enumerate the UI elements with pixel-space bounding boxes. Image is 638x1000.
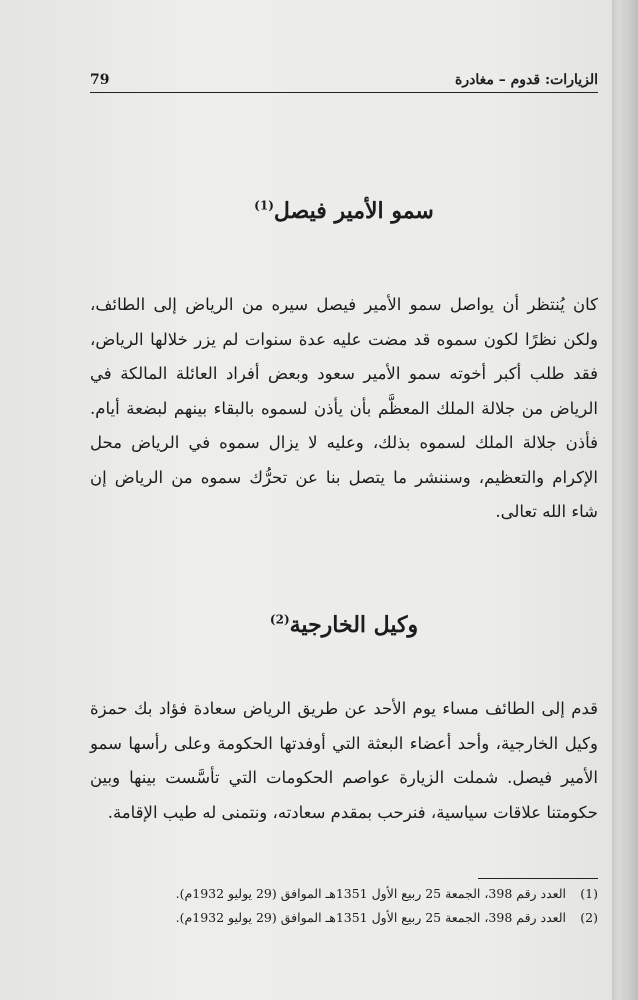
running-title: الزيارات: قدوم – مغادرة — [455, 72, 598, 88]
footnote-ref: (1) — [254, 198, 274, 213]
footnote-number: (1) — [580, 886, 598, 901]
footnote-divider — [478, 878, 598, 879]
footnote-text: العدد رقم 398، الجمعة 25 ربيع الأول 1351هـ الموافق (29 يوليو 1932م). — [175, 910, 566, 925]
footnote-ref: (2) — [269, 612, 290, 627]
paragraph-prince-faisal: كان يُنتظر أن يواصل سمو الأمير فيصل سيره من الرياض إلى الطائف، ولكن نظرًا لكون سموه قد مضت عليه عدة سنوات لم يزر خلالها الرياض، فقد طلب أكبر أخوته سمو الأمير سعود وبعض أفراد العائلة المالكة في الرياض من جلالة الملك المعظَّم بأن يأذن لسموه بالبقاء بينهم لبضعة أيام. فأذن جلالة الملك لسموه بذلك، وعليه لا يزال سموه في الرياض محل الإكرام والتعظيم، وسننشر ما يتصل بنا عن تحرُّك سموه من الرياض إن شاء الله تعالى. — [90, 295, 598, 521]
running-header — [90, 62, 598, 93]
section-title: سمو الأمير فيصل — [273, 198, 434, 224]
footnote-text: العدد رقم 398، الجمعة 25 ربيع الأول 1351هـ الموافق (29 يوليو 1932م). — [175, 886, 566, 901]
footnote-item — [90, 906, 598, 930]
paragraph-foreign-deputy: قدم إلى الطائف مساء يوم الأحد عن طريق الرياض سعادة فؤاد بك حمزة وكيل الخارجية، وأحد أعضاء البعثة التي أوفدتها الحكومة وعلى رأسها سمو الأمير فيصل. شملت الزيارة عواصم الحكومات التي تأسَّست بينها وبين حكومتنا علاقات سياسية، فنرحب بمقدم سعادته، ونتمنى له طيب الإقامة. — [90, 699, 598, 822]
footnotes — [90, 882, 598, 930]
section-heading-foreign-deputy — [90, 612, 598, 638]
section-title: وكيل الخارجية — [289, 612, 419, 638]
section-heading-prince-faisal — [90, 198, 598, 224]
page-number: 79 — [90, 72, 110, 88]
page-edge — [612, 0, 638, 1000]
footnote-item — [90, 882, 598, 906]
footnote-number: (2) — [580, 910, 598, 925]
